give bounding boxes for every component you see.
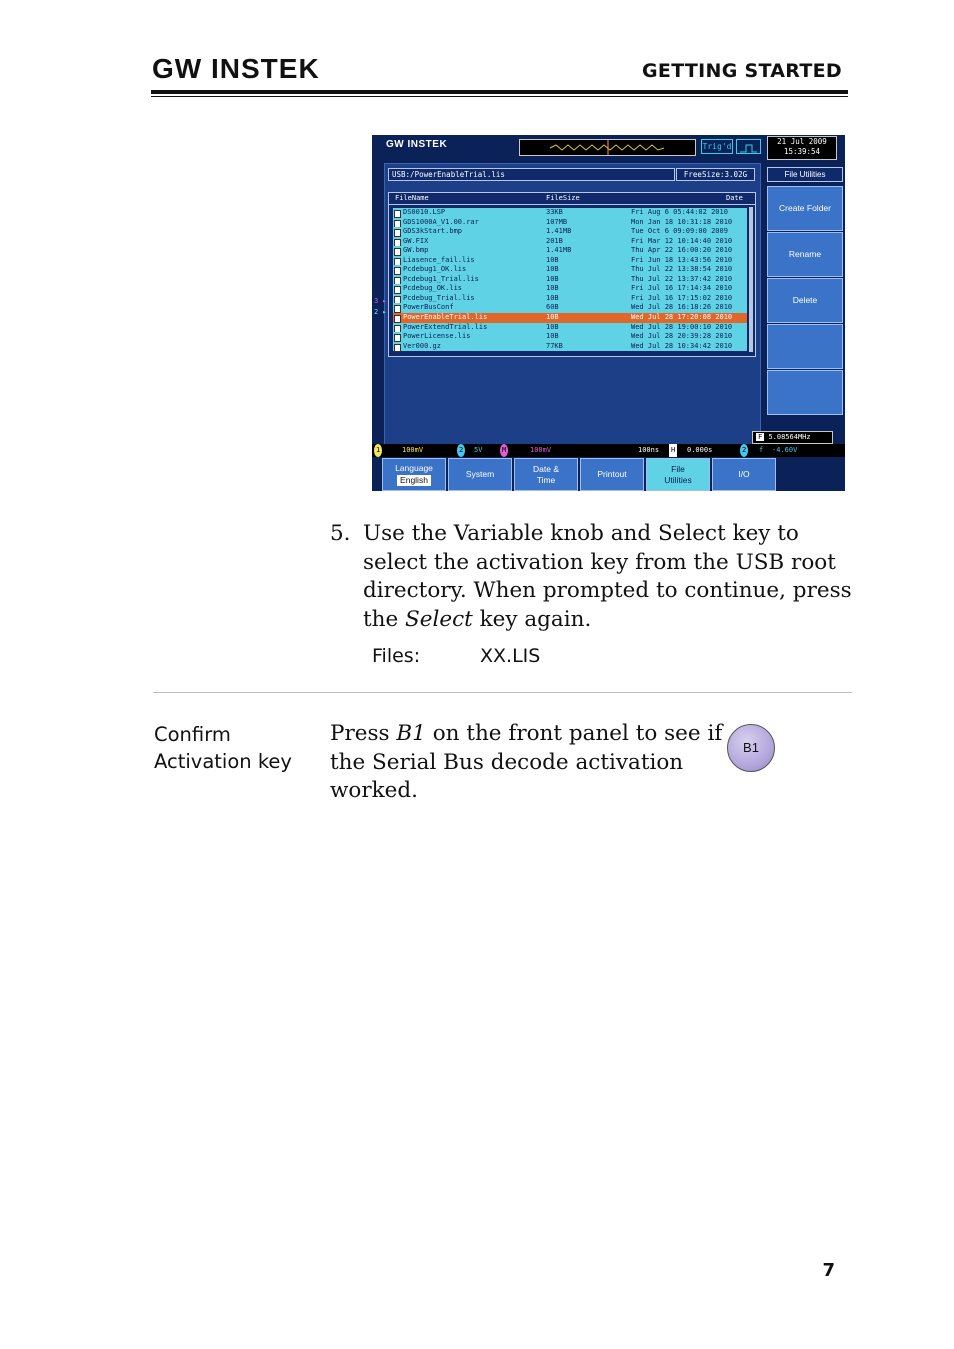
- file-name: GW.bmp: [403, 246, 429, 255]
- file-date: Thu Jul 22 13:38:54 2010: [631, 265, 733, 274]
- create-folder-button[interactable]: Create Folder: [767, 186, 843, 231]
- file-name: Pcdebug_Trial.lis: [403, 293, 475, 302]
- confirm-text-before: Press: [330, 721, 397, 746]
- files-label: Files:: [372, 645, 421, 667]
- freq-value: 5.08564MHz: [768, 433, 811, 441]
- file-date: Fri Mar 12 10:14:40 2010: [631, 236, 733, 245]
- confirm-label-line1: Confirm: [154, 723, 231, 746]
- file-row[interactable]: [393, 256, 747, 266]
- file-date: Fri Jul 16 17:14:34 2010: [631, 284, 733, 293]
- side-menu-title: File Utilities: [767, 167, 843, 182]
- io-button[interactable]: [712, 458, 776, 491]
- file-row[interactable]: [393, 303, 747, 313]
- file-size: 1.41MB: [546, 246, 572, 255]
- step-text: [363, 520, 853, 634]
- file-row[interactable]: [393, 218, 747, 228]
- trigger-channel-icon: 2: [740, 444, 748, 457]
- file-size: 10B: [546, 255, 559, 264]
- system-label: System: [465, 469, 495, 479]
- file-name: GW.FIX: [403, 236, 429, 245]
- file-date: Wed Jul 28 17:20:08 2010: [631, 313, 733, 322]
- col-filename: FileName: [395, 194, 429, 202]
- file-size: 77KB: [546, 341, 563, 350]
- file-size: 10B: [546, 322, 559, 331]
- trigger-edge-icon: [736, 139, 761, 154]
- file-date: Thu Jul 22 13:37:42 2010: [631, 274, 733, 283]
- file-date: Wed Jul 28 16:18:26 2010: [631, 303, 733, 312]
- file-size: 10B: [546, 332, 559, 341]
- col-date: Date: [726, 194, 743, 202]
- file-list-scrollbar[interactable]: [749, 207, 753, 352]
- math-icon: M: [500, 444, 508, 457]
- scope-datetime: [767, 136, 837, 160]
- file-name: PowerExtendTrial.lis: [403, 322, 488, 331]
- step-text-italic: Select: [405, 606, 473, 632]
- file-size: 33KB: [546, 208, 563, 216]
- file-row[interactable]: [393, 246, 747, 256]
- file-date: Wed Jul 28 10:34:42 2010: [631, 341, 733, 350]
- side-button-4[interactable]: [767, 324, 843, 369]
- file-size: 10B: [546, 265, 559, 274]
- confirm-activation-label: [154, 721, 292, 775]
- file-name: GDS3kStart.bmp: [403, 227, 463, 236]
- section-title: GETTING STARTED: [642, 60, 842, 82]
- file-path: USB:/PowerEnableTrial.lis: [388, 168, 675, 181]
- scope-date: 21 Jul 2009: [777, 137, 827, 146]
- file-size: 10B: [546, 313, 559, 322]
- language-value: English: [397, 475, 431, 486]
- file-name: Pcdebug1_Trial.lis: [403, 274, 479, 283]
- file-row[interactable]: [393, 265, 747, 275]
- date-time-label-2: Time: [536, 474, 556, 485]
- frequency-readout: [752, 431, 833, 444]
- freq-icon: F: [758, 433, 763, 441]
- file-list-header: [389, 193, 755, 205]
- oscilloscope-screenshot: [372, 135, 845, 491]
- file-row[interactable]: [393, 208, 747, 218]
- ch2-icon: 2: [457, 444, 465, 457]
- confirm-label-line2: Activation key: [154, 750, 292, 773]
- math-scale: 100mV: [530, 446, 552, 454]
- col-filesize: FileSize: [546, 194, 580, 202]
- files-value: XX.LIS: [480, 645, 541, 667]
- file-size: 10B: [546, 274, 559, 283]
- step-number: 5.: [330, 521, 351, 546]
- status-bar: [372, 444, 845, 457]
- ch1-scale: 100mV: [402, 446, 424, 454]
- horizontal-offset: 0.000s: [687, 446, 713, 454]
- file-row[interactable]: [393, 227, 747, 237]
- trigger-status: Trig'd: [701, 139, 733, 154]
- file-date: Fri Aug 6 05:44:02 2010: [631, 208, 728, 216]
- horizontal-icon: H: [669, 444, 677, 457]
- ch2-scale: 5V: [474, 446, 483, 454]
- file-name: Pcdebug_OK.lis: [403, 284, 463, 293]
- b1-button-icon: B1: [727, 724, 775, 772]
- file-date: Tue Oct 6 09:09:00 2009: [631, 227, 728, 236]
- file-list[interactable]: [388, 192, 756, 357]
- channel-marker-3: 3 ▸: [374, 297, 387, 305]
- step-text-before: Use the Variable knob and Select key to select the activation key from the USB root directory. When prompted to continue, press the: [363, 521, 852, 632]
- file-name: Ver000.gz: [403, 341, 441, 350]
- file-name: Liasence_fail.lis: [403, 255, 475, 264]
- file-size: 10B: [546, 293, 559, 302]
- channel-marker-2: 2 ▸: [374, 308, 387, 316]
- rename-button[interactable]: Rename: [767, 232, 843, 277]
- file-row[interactable]: [393, 284, 747, 294]
- header-rule-thin: [151, 96, 848, 97]
- file-date: Mon Jan 18 10:31:18 2010: [631, 217, 733, 226]
- ch1-icon: 1: [374, 444, 382, 457]
- file-date: Wed Jul 28 20:39:28 2010: [631, 332, 733, 341]
- file-row[interactable]: [393, 313, 747, 323]
- delete-button[interactable]: Delete: [767, 278, 843, 323]
- waveform-overview: [519, 139, 696, 156]
- scope-time: 15:39:54: [783, 147, 821, 156]
- printout-label: Printout: [597, 469, 627, 479]
- file-utilities-button[interactable]: [646, 458, 710, 491]
- file-row[interactable]: [393, 294, 747, 304]
- trigger-slope-icon: f: [759, 446, 764, 454]
- gw-instek-logo: [152, 54, 324, 82]
- header-rule: [151, 90, 848, 94]
- file-name: PowerEnableTrial.lis: [403, 313, 488, 322]
- file-size: 10B: [546, 284, 559, 293]
- language-button[interactable]: [382, 458, 446, 491]
- file-date: Fri Jul 16 17:15:02 2010: [631, 293, 733, 302]
- file-name: Pcdebug1_OK.lis: [403, 265, 467, 274]
- file-date: Thu Apr 22 16:00:20 2010: [631, 246, 733, 255]
- file-name: PowerLicense.lis: [403, 332, 471, 341]
- file-name: GDS1000A_V1.00.rar: [403, 217, 479, 226]
- file-size: 1.41MB: [546, 227, 572, 236]
- file-row[interactable]: [393, 332, 747, 342]
- confirm-text: [330, 720, 730, 806]
- file-row[interactable]: [393, 275, 747, 285]
- waveform-overview-trace: [520, 140, 695, 155]
- scope-brand: GW INSTEK: [386, 139, 448, 150]
- page-number: 7: [822, 1260, 835, 1281]
- step-text-after: key again.: [472, 606, 592, 632]
- free-size: FreeSize:3.02G: [676, 168, 755, 181]
- section-divider: [153, 692, 852, 693]
- file-size: 107MB: [546, 217, 568, 226]
- io-label: I/O: [738, 469, 750, 479]
- date-time-label-1: Date &: [533, 463, 559, 474]
- file-row[interactable]: [393, 342, 747, 352]
- file-utilities-label-2: Utilities: [664, 474, 692, 485]
- printout-button[interactable]: [580, 458, 644, 491]
- logo-text: GW INSTEK: [152, 54, 320, 82]
- file-size: 201B: [546, 236, 563, 245]
- file-row[interactable]: [393, 237, 747, 247]
- file-name: PowerBusConf: [403, 303, 454, 312]
- file-date: Wed Jul 28 19:00:10 2010: [631, 322, 733, 331]
- file-size: 60B: [546, 303, 559, 312]
- language-label: Language: [395, 463, 433, 473]
- confirm-text-italic: B1: [396, 721, 426, 746]
- side-button-5[interactable]: [767, 370, 843, 415]
- date-time-button[interactable]: [514, 458, 578, 491]
- file-icon: [394, 344, 401, 352]
- file-date: Fri Jun 18 13:43:56 2010: [631, 255, 733, 264]
- file-rows: [393, 208, 747, 351]
- timebase: 100ns: [638, 446, 660, 454]
- confirm-text-after: on the front panel to see if the Serial Bus decode activation worked.: [330, 721, 723, 803]
- file-row[interactable]: [393, 323, 747, 333]
- file-name: DS0010.LSP: [403, 208, 446, 216]
- trigger-level: -4.60V: [772, 446, 798, 454]
- file-utilities-label-1: File: [671, 463, 685, 474]
- system-button[interactable]: [448, 458, 512, 491]
